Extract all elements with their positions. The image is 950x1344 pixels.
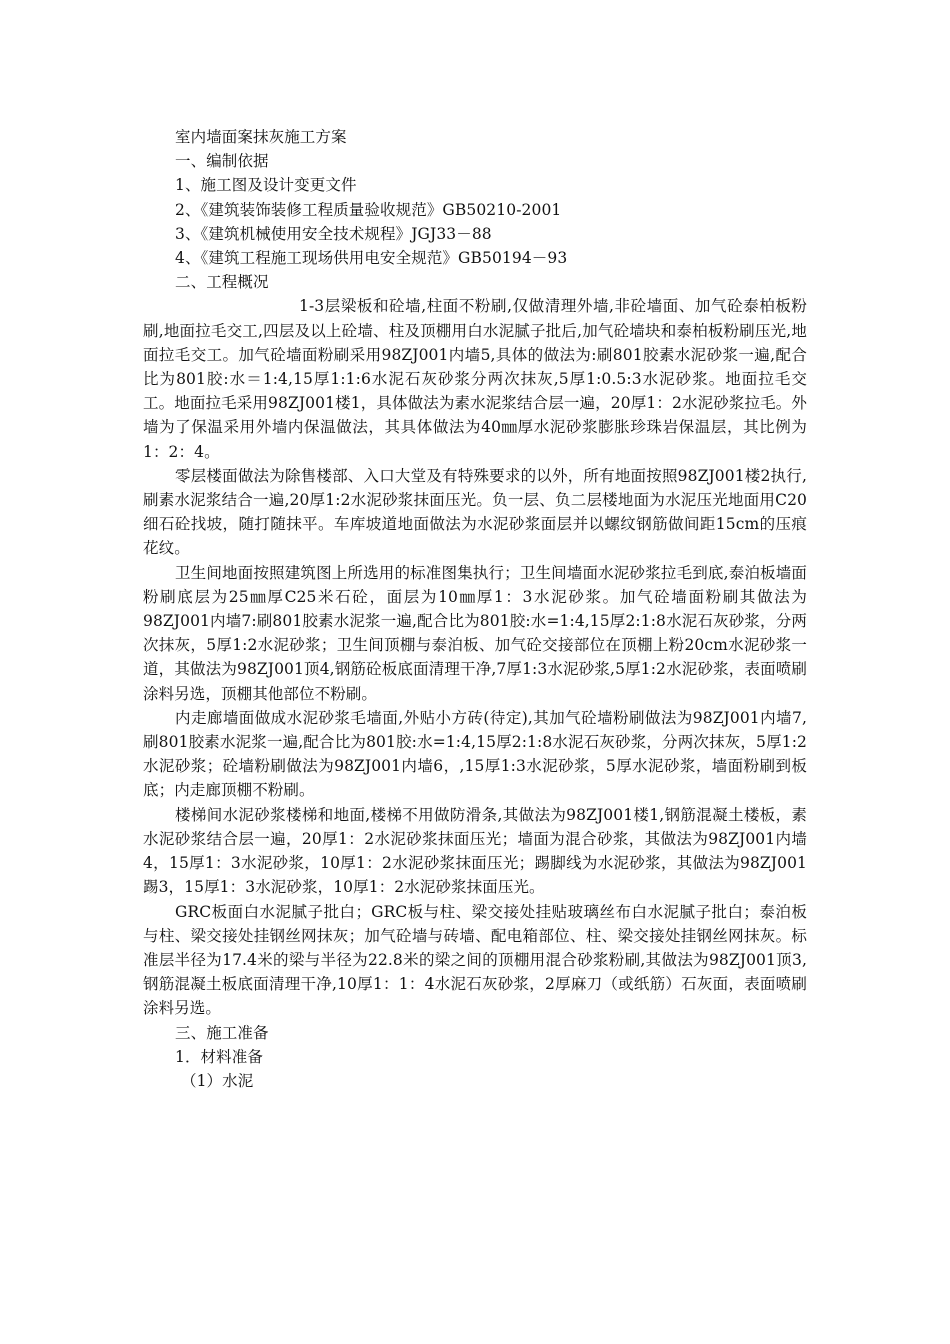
overview-paragraph-4: 内走廊墙面做成水泥砂浆毛墙面,外贴小方砖(待定),其加气砼墙粉刷做法为98ZJ001内墙7,刷801胶素水泥浆一遍,配合比为801胶:水=1:4,15厚2:1:8水泥石灰砂浆，分两次抹灰，5厚1:2水泥砂浆；砼墙粉刷做法为98ZJ001内墙6，,15厚1:3水泥砂浆，5厚水泥砂浆，墙面粉刷到板底；内走廊顶棚不粉刷。 xyxy=(143,708,807,800)
basis-item-4: 4、《建筑工程施工现场供用电安全规范》GB50194－93 xyxy=(175,249,568,268)
materials-item-cement: （1）水泥 xyxy=(181,1071,254,1090)
overview-paragraph-3: 卫生间地面按照建筑图上所选用的标准图集执行；卫生间墙面水泥砂浆拉毛到底,泰泊板墙面粉刷底层为25㎜厚C25米石砼，面层为10㎜厚1：3水泥砂浆。加气砼墙面粉刷其做法为98ZJ001内墙7:刷801胶素水泥浆一遍,配合比为801胶:水=1:4,15厚2:1:8水泥石灰砂浆，分两次抹灰，5厚1:2水泥砂浆；卫生间顶棚与泰泊板、加气砼交接部位在顶棚上粉20cm水泥砂浆一道，其做法为98ZJ001顶4,钢筋砼板底面清理干净,7厚1:3水泥砂浆,5厚1:2水泥砂浆，表面喷刷涂料另选，顶棚其他部位不粉刷。 xyxy=(143,563,807,703)
basis-item-2: 2、《建筑装饰装修工程质量验收规范》GB50210-2001 xyxy=(175,200,562,219)
basis-item-3: 3、《建筑机械使用安全技术规程》JGJ33－88 xyxy=(175,224,492,243)
document-title: 室内墙面案抹灰施工方案 xyxy=(175,128,347,146)
basis-item-1: 1、施工图及设计变更文件 xyxy=(175,176,357,195)
document-page xyxy=(143,125,807,1093)
subsection-materials: 1．材料准备 xyxy=(175,1047,263,1066)
overview-paragraph-1: 1-3层梁板和砼墙,柱面不粉刷,仅做清理外墙,非砼墙面、加气砼泰柏板粉刷,地面拉毛交工,四层及以上砼墙、柱及顶棚用白水泥腻子批后,加气砼墙块和泰柏板粉刷压光,地面拉毛交工。加气砼墙面粉刷采用98ZJ001内墙5,具体的做法为:刷801胶素水泥砂浆一遍,配合比为801胶:水＝1:4,15厚1:1:6水泥石灰砂浆分两次抹灰,5厚1:0.5:3水泥砂浆。地面拉毛交工。地面拉毛采用98ZJ001楼1，具体做法为素水泥浆结合层一遍，20厚1：2水泥砂浆拉毛。外墙为了保温采用外墙内保温做法，其具体做法为40㎜厚水泥砂浆膨胀珍珠岩保温层，其比例为1：2：4。 xyxy=(143,297,807,461)
section-heading-preparation: 三、施工准备 xyxy=(175,1023,269,1042)
section-heading-basis: 一、编制依据 xyxy=(175,152,269,171)
section-heading-overview: 二、工程概况 xyxy=(175,273,269,292)
overview-paragraph-5: 楼梯间水泥砂浆楼梯和地面,楼梯不用做防滑条,其做法为98ZJ001楼1,钢筋混凝土楼板，素水泥砂浆结合层一遍，20厚1：2水泥砂浆抹面压光；墙面为混合砂浆，其做法为98ZJ001内墙4，15厚1：3水泥砂浆，10厚1：2水泥砂浆抹面压光；踢脚线为水泥砂浆，其做法为98ZJ001踢3，15厚1：3水泥砂浆，10厚1：2水泥砂浆抹面压光。 xyxy=(143,805,807,897)
overview-paragraph-6: GRC板面白水泥腻子批白；GRC板与柱、梁交接处挂贴玻璃丝布白水泥腻子批白；泰泊板与柱、梁交接处挂钢丝网抹灰；加气砼墙与砖墙、配电箱部位、柱、梁交接处挂钢丝网抹灰。标准层半径为17.4米的梁与半径为22.8米的梁之间的顶棚用混合砂浆粉刷,其做法为98ZJ001顶3,钢筋混凝土板底面清理干净,10厚1：1：4水泥石灰砂浆，2厚麻刀（或纸筋）石灰面，表面喷刷涂料另选。 xyxy=(143,902,807,1018)
overview-paragraph-2: 零层楼面做法为除售楼部、入口大堂及有特殊要求的以外，所有地面按照98ZJ001楼2执行,刷素水泥浆结合一遍,20厚1:2水泥砂浆抹面压光。负一层、负二层楼地面为水泥压光地面用C20细石砼找坡，随打随抹平。车库坡道地面做法为水泥砂浆面层并以螺纹钢筋做间距15cm的压痕花纹。 xyxy=(143,466,807,558)
